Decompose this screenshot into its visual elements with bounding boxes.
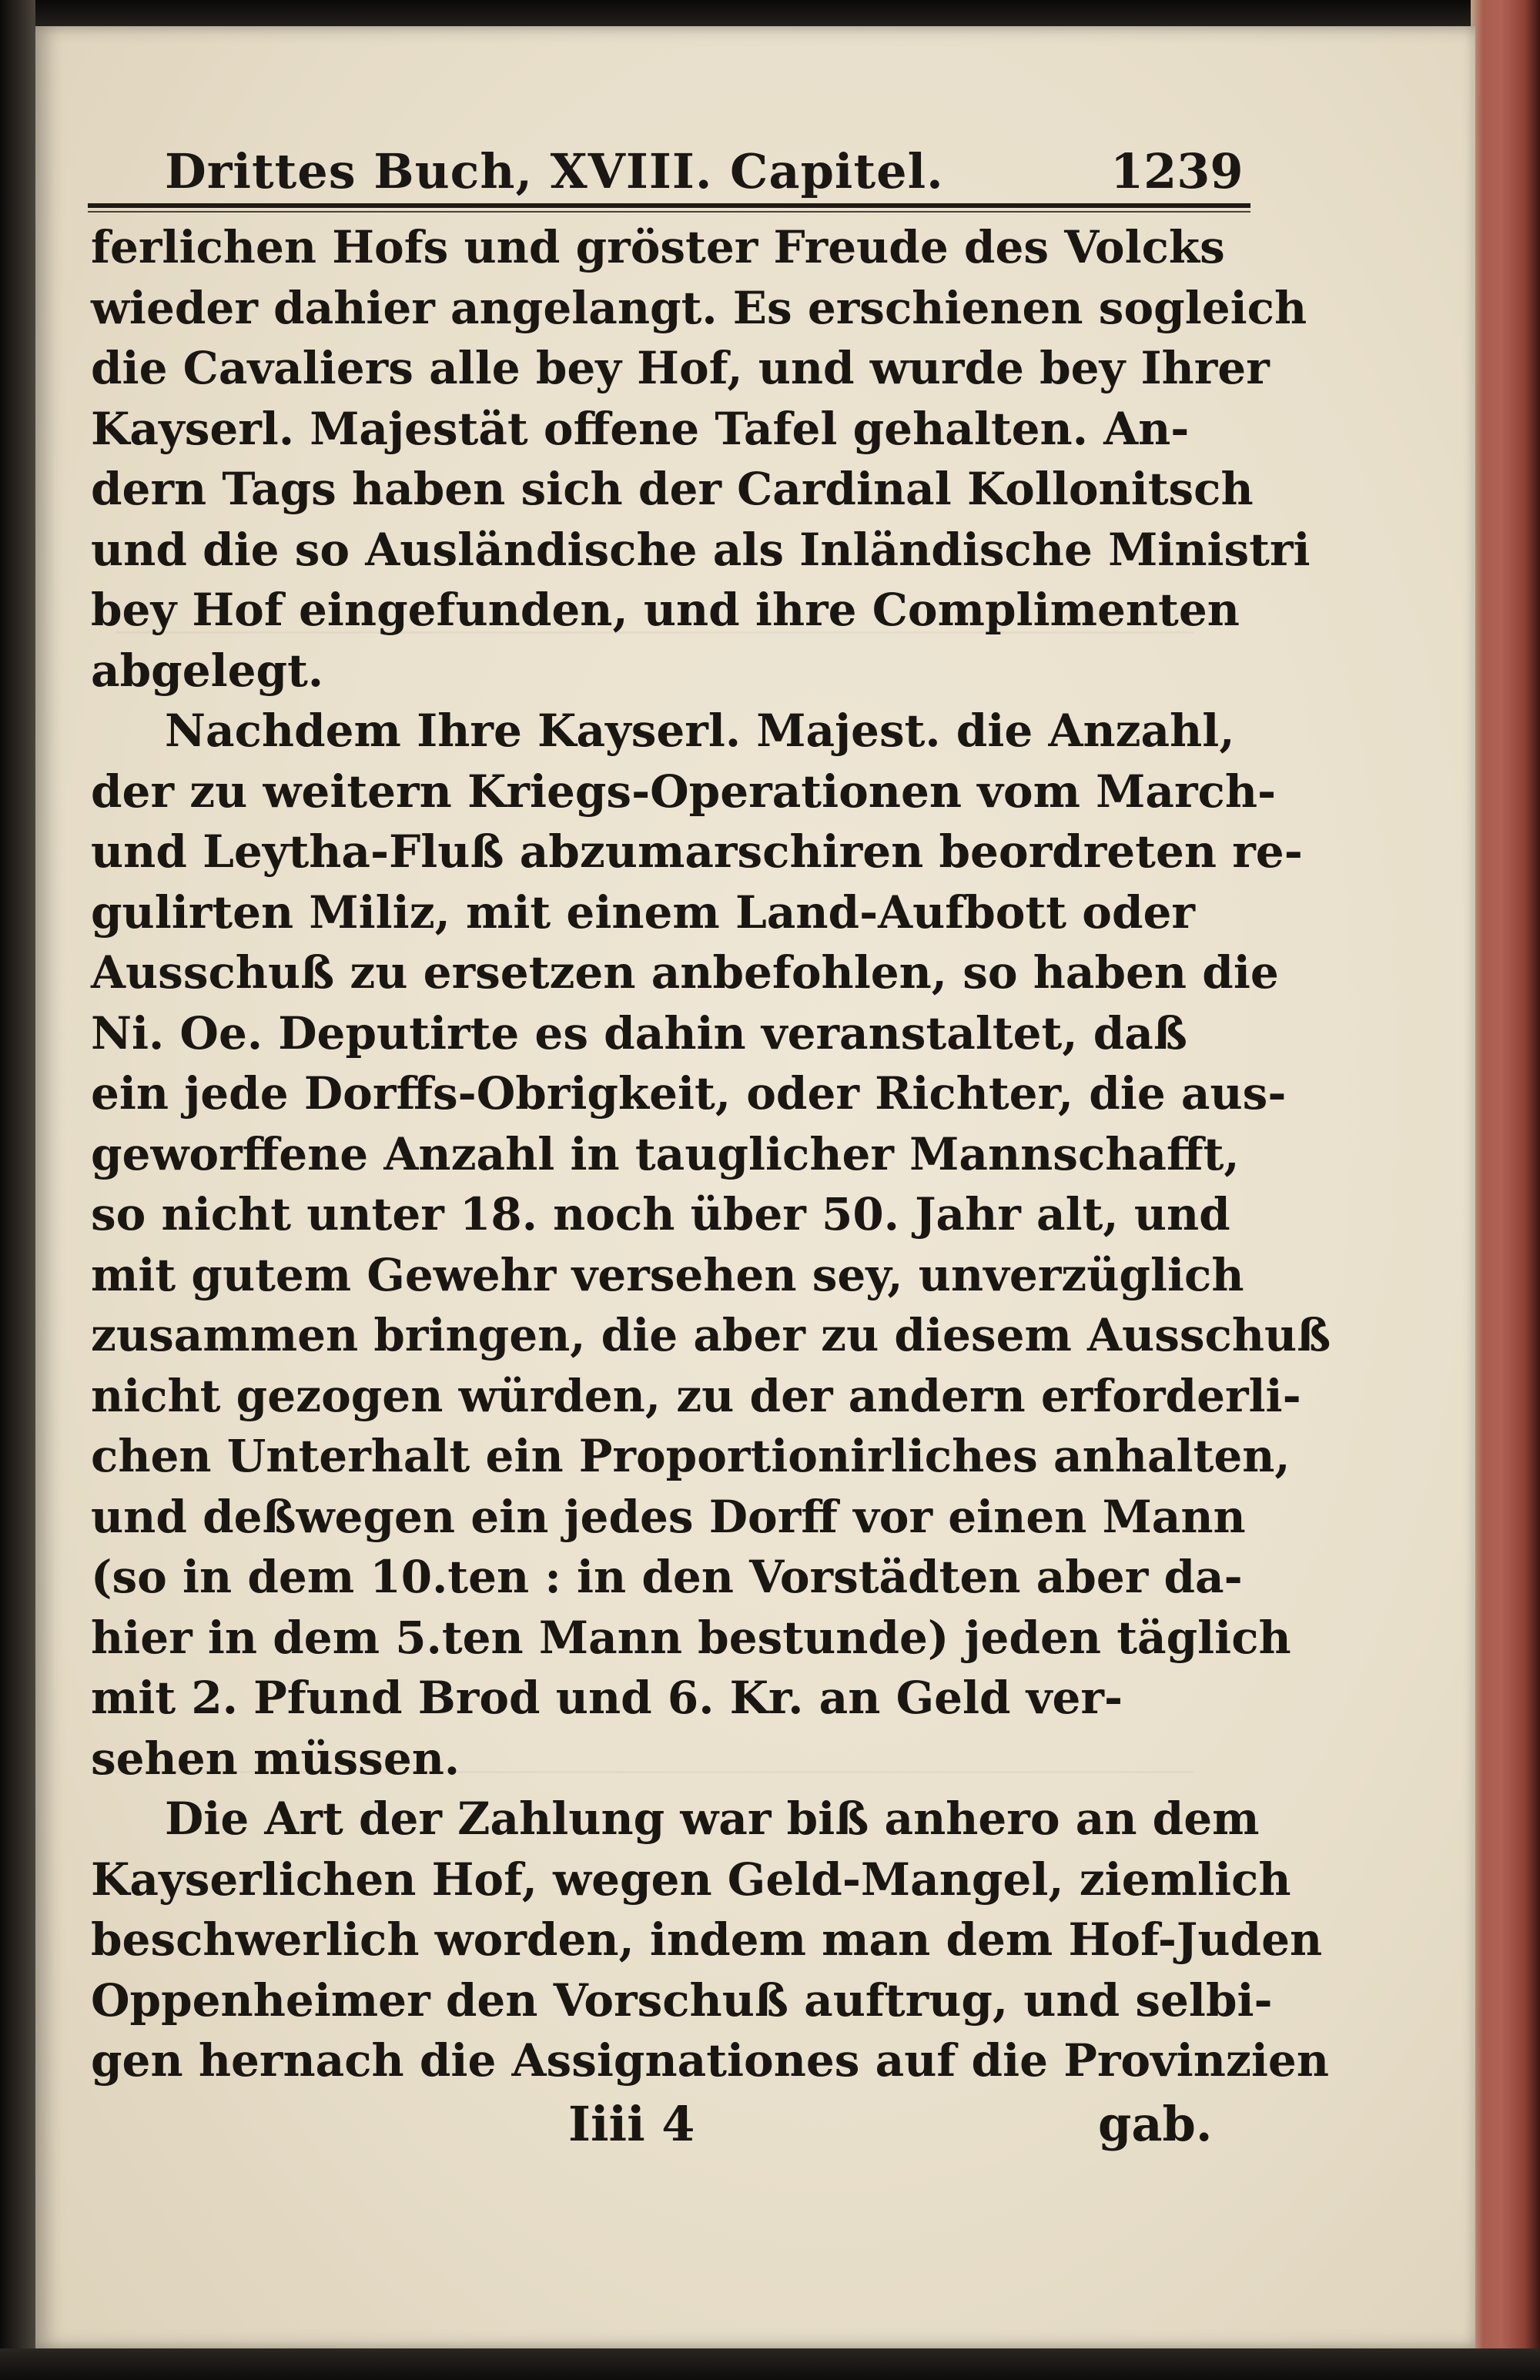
catchword: gab. [1098, 2096, 1213, 2152]
text-line: Kayserlichen Hof, wegen Geld-Mangel, ziemlich [91, 1853, 1291, 1906]
text-line: hier in dem 5.ten Mann bestunde) jeden täglich [91, 1611, 1291, 1664]
book-spine [0, 0, 35, 2380]
text-line: beschwerlich worden, indem man dem Hof-Juden [91, 1913, 1323, 1966]
text-line: geworffene Anzahl in tauglicher Mannschafft, [91, 1127, 1240, 1180]
text-line: zusammen bringen, die aber zu diesem Ausschuß [91, 1309, 1331, 1361]
text-line: und die so Ausländische als Inländische Ministri [91, 523, 1311, 576]
text-line: mit 2. Pfund Brod und 6. Kr. an Geld ver- [91, 1672, 1123, 1724]
text-line: ferlichen Hofs und gröster Freude des Volcks [91, 221, 1225, 273]
body-text [91, 217, 1331, 2091]
text-line: Ausschuß zu ersetzen anbefohlen, so haben die [91, 946, 1279, 999]
text-line: und deßwegen ein jedes Dorff vor einen Mann [91, 1490, 1246, 1543]
text-line: der zu weitern Kriegs-Operationen vom March- [91, 765, 1277, 818]
text-line: und Leytha-Fluß abzumarschiren beordreten re- [91, 825, 1303, 878]
text-line: chen Unterhalt ein Proportionirliches anhalten, [91, 1430, 1291, 1482]
text-line: mit gutem Gewehr versehen sey, unverzüglich [91, 1248, 1244, 1301]
page-number: 1239 [1110, 143, 1244, 199]
text-line: gen hernach die Assignationes auf die Provinzien [91, 2034, 1329, 2087]
text-line: abgelegt. [91, 644, 324, 697]
top-shadow [0, 0, 1540, 26]
text-line: nicht gezogen würden, zu der andern erforderli- [91, 1369, 1301, 1422]
header-rule [88, 203, 1250, 208]
bottom-shadow [0, 2348, 1540, 2380]
text-line: Oppenheimer den Vorschuß auftrug, und selbi- [91, 1973, 1273, 2027]
header-rule-thin [88, 211, 1250, 213]
text-line: gulirten Miliz, mit einem Land-Aufbott oder [91, 885, 1195, 939]
text-line: Nachdem Ihre Kayserl. Majest. die Anzahl, [165, 705, 1235, 757]
text-line: ein jede Dorffs-Obrigkeit, oder Richter, die aus- [91, 1067, 1287, 1120]
text-line: sehen müssen. [91, 1732, 460, 1785]
text-line: wieder dahier angelangt. Es erschienen sogleich [91, 281, 1307, 334]
running-title: Drittes Buch, XVIII. Capitel. [165, 143, 944, 199]
text-line: (so in dem 10.ten : in den Vorstädten aber da- [91, 1551, 1243, 1603]
text-line: Kayserl. Majestät offene Tafel gehalten. An- [91, 402, 1190, 455]
text-line: so nicht unter 18. noch über 50. Jahr alt, und [91, 1188, 1230, 1240]
text-line: bey Hof eingefunden, und ihre Complimenten [91, 584, 1240, 636]
text-line: Ni. Oe. Deputirte es dahin veranstaltet, daß [91, 1006, 1187, 1059]
text-line: dern Tags haben sich der Cardinal Kollonitsch [91, 463, 1254, 515]
page-edges [1471, 0, 1540, 2380]
signature-mark: Iiii 4 [568, 2096, 695, 2152]
text-line: die Cavaliers alle bey Hof, und wurde bey Ihrer [91, 342, 1270, 394]
text-line: Die Art der Zahlung war biß anhero an dem [165, 1793, 1260, 1845]
